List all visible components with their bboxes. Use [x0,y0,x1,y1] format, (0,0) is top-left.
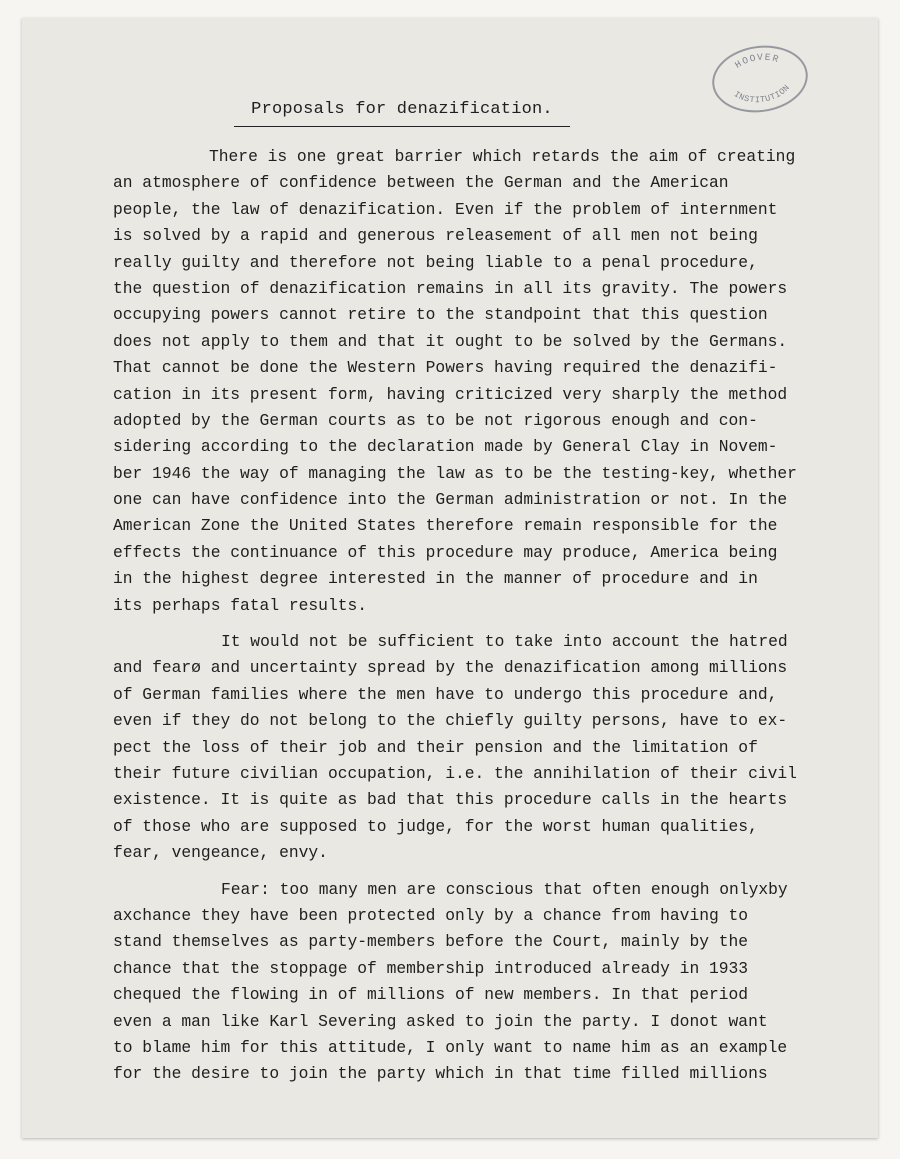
text-line: There is one great barrier which retards the aim of creating [209,147,796,166]
text-line: adopted by the German courts as to be not rigorous enough and con- [113,410,758,430]
stamp-graphic [710,42,810,116]
text-line: occupying powers cannot retire to the standpoint that this question [113,305,768,325]
paragraph-2 [113,629,878,867]
institution-stamp-icon [708,40,812,119]
text-line: fear, vengeance, envy. [113,843,328,863]
text-line: the question of denazification remains in all its gravity. The powers [113,278,788,298]
text-line: even if they do not belong to the chiefly guilty persons, have to ex- [113,711,788,731]
paragraph-3 [113,877,878,1088]
document-body [113,144,878,1098]
stamp-text-top: HOOVER [733,51,782,71]
text-line: chance that the stoppage of membership introduced already in 1933 [113,958,749,978]
text-line: for the desire to join the party which in that time filled millions [113,1064,768,1084]
stamp-text-bottom: INSTITUTION [732,82,793,106]
text-line: even a man like Karl Severing asked to join the party. I donot want [113,1011,768,1031]
text-line: sidering according to the declaration made by General Clay in Novem- [113,437,778,457]
text-line: That cannot be done the Western Powers having required the denazifi- [113,358,778,378]
text-line: ber 1946 the way of managing the law as to be the testing-key, whether [113,463,797,483]
paragraph-1 [113,144,878,619]
text-line: axchance they have been protected only by a chance from having to [113,905,749,925]
text-line: in the highest degree interested in the manner of procedure and in [113,569,758,589]
text-line: to blame him for this attitude, I only want to name him as an example [113,1037,788,1057]
text-line: existence. It is quite as bad that this procedure calls in the hearts [113,790,788,810]
text-line: It would not be sufficient to take into account the hatred [221,632,788,652]
text-line: one can have confidence into the German administration or not. In the [113,490,788,510]
text-line: is solved by a rapid and generous releasement of all men not being [113,226,758,246]
text-line: does not apply to them and that it ought to be solved by the Germans. [113,331,788,351]
text-line: their future civilian occupation, i.e. the annihilation of their civil [113,763,797,783]
text-line: really guilty and therefore not being liable to a penal procedure, [113,252,758,272]
text-line: an atmosphere of confidence between the German and the American [113,173,729,193]
text-line: American Zone the United States therefore remain responsible for the [113,516,778,536]
text-line: pect the loss of their job and their pension and the limitation of [113,737,758,757]
text-line: its perhaps fatal results. [113,595,368,615]
svg-text:INSTITUTION [731,82,794,109]
text-line: of those who are supposed to judge, for the worst human qualities, [113,816,758,836]
text-line: cation in its present form, having criticized very sharply the method [113,384,788,404]
text-line: Fear: too many men are conscious that often enough onlyxby [221,879,788,899]
text-line: chequed the flowing in of millions of new members. In that period [113,985,749,1005]
text-line: and fearø and uncertainty spread by the denazification among millions [113,658,788,678]
text-line: of German families where the men have to undergo this procedure and, [113,684,778,704]
svg-text:HOOVER [732,49,782,72]
text-line: people, the law of denazification. Even if the problem of internment [113,199,778,219]
text-line: stand themselves as party-members before the Court, mainly by the [113,932,749,952]
document-page [22,18,878,1138]
text-line: effects the continuance of this procedure may produce, America being [113,542,778,562]
document-title: Proposals for denazification. [234,98,570,127]
